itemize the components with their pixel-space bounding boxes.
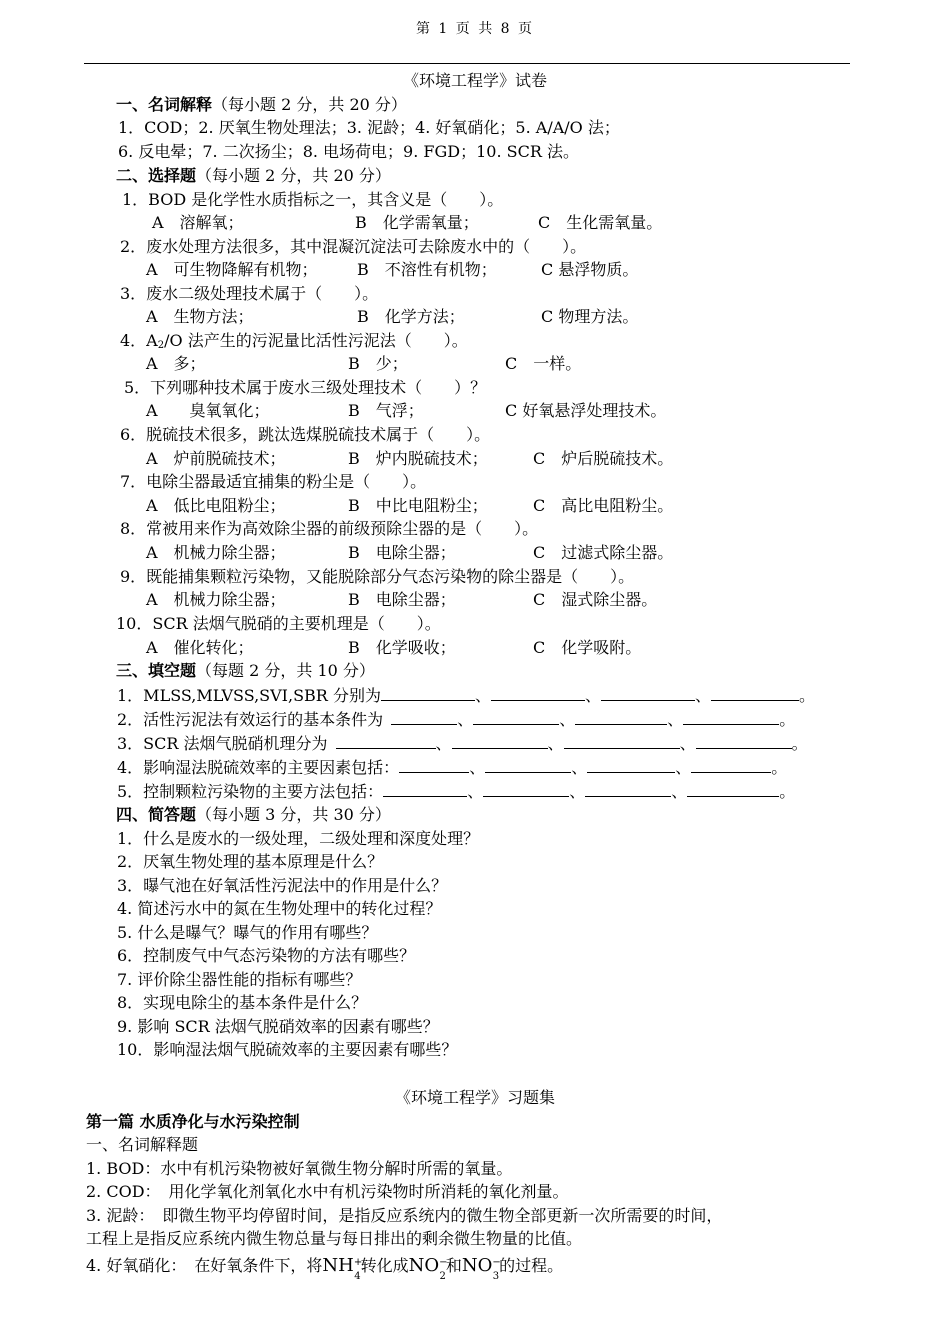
subscript: 4 xyxy=(354,1271,361,1282)
option-c: C 好氧悬浮处理技术。 xyxy=(505,401,667,420)
definition-line: 工程上是指反应系统内微生物总量与每日排出的剩余微生物量的比值。 xyxy=(86,1229,583,1248)
superscript: − xyxy=(492,1257,501,1268)
section-title: 三、填空题 xyxy=(116,661,197,680)
option-b: B 炉内脱硫技术； xyxy=(348,449,488,468)
option-a: A 低比电阻粉尘； xyxy=(146,496,286,515)
section-note: （每小题 2 分，共 20 分） xyxy=(196,166,391,185)
option-b: B 电除尘器； xyxy=(348,590,456,609)
fill-blank[interactable] xyxy=(399,758,469,773)
section-4-heading xyxy=(116,804,391,826)
period: 。 xyxy=(799,686,816,705)
definition-line: 1. BOD：水中有机污染物被好氧微生物分解时所需的氧量。 xyxy=(86,1159,513,1178)
option-c: C 悬浮物质。 xyxy=(541,260,639,279)
option-a: A 机械力除尘器； xyxy=(146,543,286,562)
formula-no3: NO xyxy=(461,1255,493,1276)
choice-question: 2．废水处理方法很多，其中混凝沉淀法可去除废水中的（ ）。 xyxy=(120,237,587,256)
fill-blank[interactable] xyxy=(585,782,671,797)
choice-question: 6．脱硫技术很多，跳汰选煤脱硫技术属于（ ）。 xyxy=(120,425,491,444)
option-c: C 一样。 xyxy=(505,354,582,373)
exam-title: 《环境工程学》试卷 xyxy=(402,71,547,90)
option-b: B 化学吸收； xyxy=(348,638,456,657)
option-a: A 可生物降解有机物； xyxy=(146,260,318,279)
separator: 、 xyxy=(559,710,576,729)
option-c: C 化学吸附。 xyxy=(533,638,642,657)
option-b: B 不溶性有机物； xyxy=(357,260,497,279)
option-b: B 少； xyxy=(348,354,408,373)
fill-blank[interactable] xyxy=(473,710,559,725)
question-text: 4．A xyxy=(120,331,158,350)
fill-blank[interactable] xyxy=(683,710,779,725)
fill-text: 2．活性污泥法有效运行的基本条件为 xyxy=(117,710,384,729)
option-b: B 气浮； xyxy=(348,401,424,420)
separator: 、 xyxy=(467,782,484,801)
short-question: 3．曝气池在好氧活性污泥法中的作用是什么？ xyxy=(117,876,448,895)
separator: 、 xyxy=(457,710,474,729)
separator: 、 xyxy=(667,710,684,729)
fill-text: 4．影响湿法脱硫效率的主要因素包括： xyxy=(117,758,400,777)
separator: 、 xyxy=(694,686,711,705)
fill-blank[interactable] xyxy=(587,758,675,773)
definition-line xyxy=(86,1252,563,1288)
option-c: C 过滤式除尘器。 xyxy=(533,543,674,562)
option-a: A 催化转化； xyxy=(146,638,254,657)
short-question: 1．什么是废水的一级处理，二级处理和深度处理？ xyxy=(117,829,480,848)
definition-line: 3. 泥龄： 即微生物平均停留时间，是指反应系统内的微生物全部更新一次所需要的时间， xyxy=(86,1206,723,1225)
option-a: A 溶解氧； xyxy=(152,213,244,232)
section-title: 二、选择题 xyxy=(116,166,197,185)
separator: 、 xyxy=(679,734,696,753)
separator: 、 xyxy=(547,734,564,753)
header-rule xyxy=(84,63,850,64)
choice-question: 3．废水二级处理技术属于（ ）。 xyxy=(120,284,379,303)
fill-text: 3．SCR 法烟气脱硝机理分为 xyxy=(117,734,328,753)
separator: 、 xyxy=(569,782,586,801)
page-header: 第 1 页 共 8 页 xyxy=(415,21,535,37)
choice-question: 7．电除尘器最适宜捕集的粉尘是（ ）。 xyxy=(120,472,427,491)
period: 。 xyxy=(791,734,808,753)
option-c: C 湿式除尘器。 xyxy=(533,590,658,609)
fill-item xyxy=(117,781,795,803)
choice-question: 10．SCR 法烟气脱硝的主要机理是（ ）。 xyxy=(116,614,441,633)
fill-blank[interactable] xyxy=(391,710,457,725)
option-b: B 化学方法； xyxy=(357,307,465,326)
period: 。 xyxy=(779,710,796,729)
section-2-heading xyxy=(116,165,391,187)
section-title: 四、简答题 xyxy=(116,805,197,824)
fill-blank[interactable] xyxy=(483,782,569,797)
short-question: 7. 评价除尘器性能的指标有哪些？ xyxy=(117,970,362,989)
option-c: C 物理方法。 xyxy=(541,307,639,326)
period: 。 xyxy=(779,782,796,801)
choice-question: 1．BOD 是化学性水质指标之一，其含义是（ ）。 xyxy=(122,190,504,209)
definition-line: 2. COD： 用化学氧化剂氧化水中有机污染物时所消耗的氧化剂量。 xyxy=(86,1182,569,1201)
option-c: C 高比电阻粉尘。 xyxy=(533,496,674,515)
fill-blank[interactable] xyxy=(383,782,467,797)
subscript: 2 xyxy=(157,340,165,351)
fill-item xyxy=(117,733,808,755)
fill-blank[interactable] xyxy=(601,686,695,701)
fill-text: 1．MLSS,MLVSS,SVI,SBR 分别为 xyxy=(117,686,381,705)
separator: 、 xyxy=(435,734,452,753)
short-question: 6．控制废气中气态污染物的方法有哪些？ xyxy=(117,946,416,965)
fill-item xyxy=(117,685,815,707)
option-a: A 臭氧氧化； xyxy=(146,401,270,420)
exercises-title: 《环境工程学》习题集 xyxy=(394,1088,555,1107)
short-question: 10．影响湿法烟气脱硫效率的主要因素有哪些？ xyxy=(117,1040,458,1059)
section-note: （每小题 3 分，共 30 分） xyxy=(196,805,391,824)
fill-blank[interactable] xyxy=(452,734,548,749)
option-a: A 生物方法； xyxy=(146,307,254,326)
definition-text: 4. 好氧硝化： 在好氧条件下，将 xyxy=(86,1256,323,1275)
section-note: （每小题 2 分，共 20 分） xyxy=(212,95,407,114)
fill-item xyxy=(117,709,795,731)
fill-blank[interactable] xyxy=(485,758,571,773)
separator: 、 xyxy=(671,782,688,801)
option-b: B 化学需氧量； xyxy=(355,213,479,232)
short-question: 4. 简述污水中的氮在生物处理中的转化过程？ xyxy=(117,899,442,918)
period: 。 xyxy=(771,758,788,777)
fill-blank[interactable] xyxy=(564,734,680,749)
fill-blank[interactable] xyxy=(691,758,771,773)
separator: 、 xyxy=(571,758,588,777)
question-text: /O 法产生的污泥量比活性污泥法（ ）。 xyxy=(164,331,468,350)
part-heading: 第一篇 水质净化与水污染控制 xyxy=(86,1112,300,1131)
subscript: 2 xyxy=(439,1271,446,1282)
superscript: + xyxy=(353,1257,363,1268)
term-line: 6. 反电晕；7. 二次扬尘；8. 电场荷电；9. FGD；10. SCR 法。 xyxy=(118,142,579,161)
fill-item xyxy=(117,757,787,779)
section-note: （每题 2 分，共 10 分） xyxy=(196,661,375,680)
short-question: 9. 影响 SCR 法烟气脱硝效率的因素有哪些？ xyxy=(117,1017,439,1036)
option-a: A 多； xyxy=(146,354,206,373)
choice-question: 8．常被用来作为高效除尘器的前级预除尘器的是（ ）。 xyxy=(120,519,539,538)
fill-blank[interactable] xyxy=(336,734,436,749)
fill-blank[interactable] xyxy=(381,686,475,701)
fill-blank[interactable] xyxy=(696,734,792,749)
short-question: 8．实现电除尘的基本条件是什么？ xyxy=(117,993,368,1012)
separator: 、 xyxy=(474,686,491,705)
fill-text: 5．控制颗粒污染物的主要方法包括： xyxy=(117,782,384,801)
fill-blank[interactable] xyxy=(711,686,799,701)
definition-text: 的过程。 xyxy=(499,1256,564,1275)
term-line: 1．COD；2. 厌氧生物处理法；3. 泥龄；4. 好氧硝化；5. A/A/O 法； xyxy=(118,118,620,137)
separator: 、 xyxy=(469,758,486,777)
formula-no2: NO xyxy=(408,1255,440,1276)
option-a: A 炉前脱硫技术； xyxy=(146,449,286,468)
fill-blank[interactable] xyxy=(687,782,779,797)
subsection-heading: 一、名词解释题 xyxy=(86,1135,199,1154)
option-c: C 炉后脱硫技术。 xyxy=(533,449,674,468)
separator: 、 xyxy=(675,758,692,777)
definition-text: 和 xyxy=(445,1256,462,1275)
choice-question: 9．既能捕集颗粒污染物，又能脱除部分气态污染物的除尘器是（ ）。 xyxy=(120,567,635,586)
fill-blank[interactable] xyxy=(575,710,667,725)
choice-question: 5．下列哪种技术属于废水三级处理技术（ ）？ xyxy=(124,378,487,397)
fill-blank[interactable] xyxy=(491,686,585,701)
option-a: A 机械力除尘器； xyxy=(146,590,286,609)
option-b: B 中比电阻粉尘； xyxy=(348,496,488,515)
option-b: B 电除尘器； xyxy=(348,543,456,562)
short-question: 2．厌氧生物处理的基本原理是什么？ xyxy=(117,852,384,871)
formula-nh4: NH xyxy=(322,1255,354,1276)
superscript: − xyxy=(439,1257,448,1268)
definition-text: 转化成 xyxy=(360,1256,409,1275)
subscript: 3 xyxy=(492,1271,500,1282)
section-3-heading xyxy=(116,660,375,682)
separator: 、 xyxy=(584,686,601,705)
section-title: 一、名词解释 xyxy=(116,95,213,114)
section-1-heading xyxy=(116,94,407,116)
option-c: C 生化需氧量。 xyxy=(538,213,663,232)
short-question: 5. 什么是曝气？曝气的作用有哪些？ xyxy=(117,923,378,942)
